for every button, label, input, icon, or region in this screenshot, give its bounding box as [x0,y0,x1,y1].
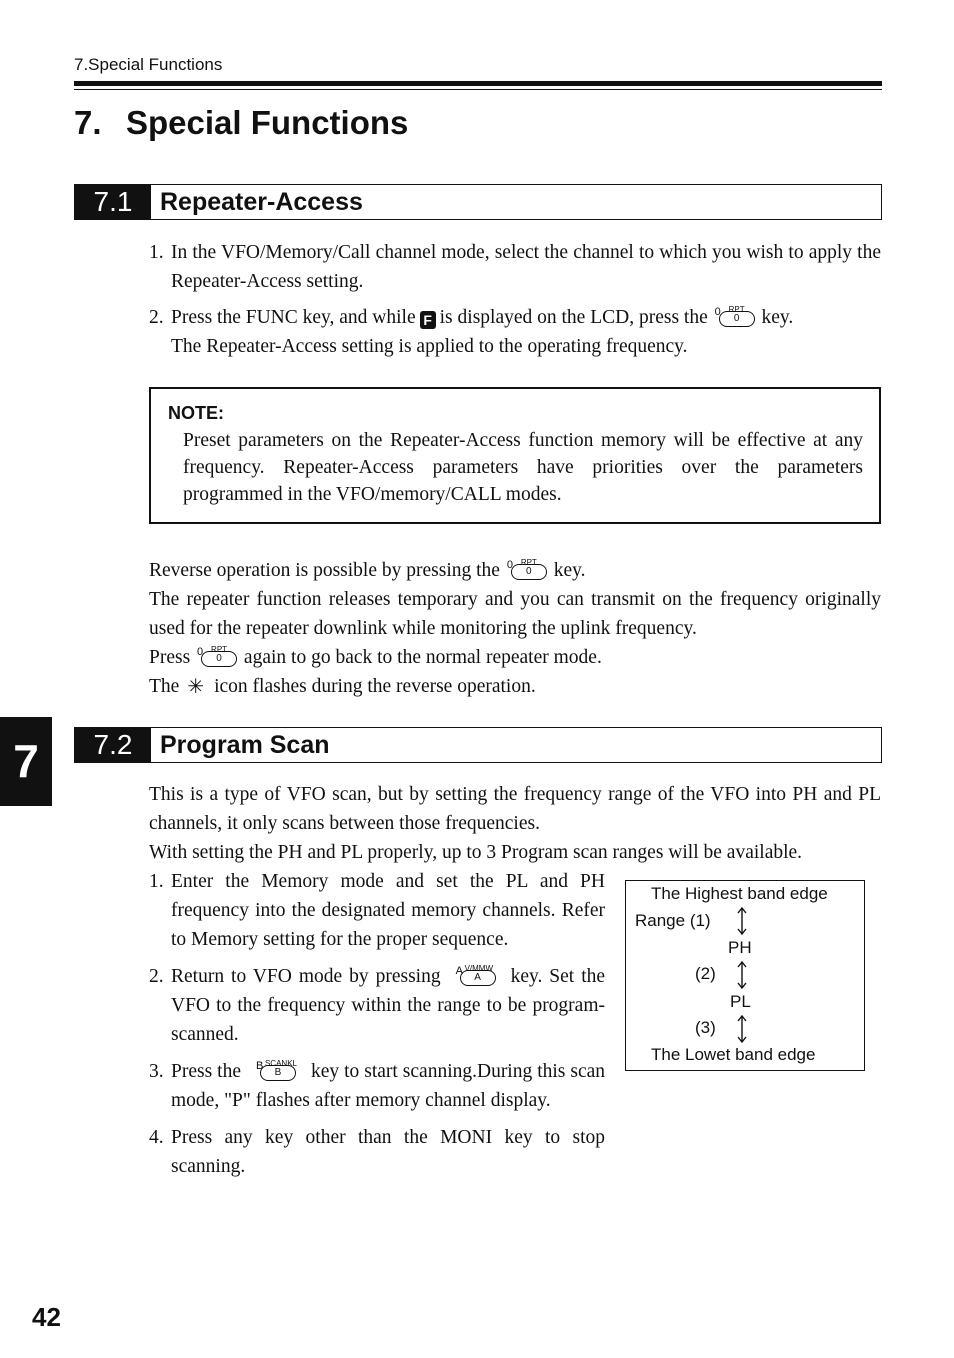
scankl-key-icon: B SCANKL B [256,1058,296,1080]
section-heading-7-2 [74,727,882,763]
range-arrows-icon [734,907,750,1045]
header-rule-thin [74,89,882,90]
section-title: Repeater-Access [160,188,363,216]
note-text: Preset parameters on the Repeater-Access function memory will be effective at any frequency. Repeater-Access parameters have priorities over the parameters programmed in the VFO/memory/CALL modes. [183,430,863,505]
rpt-key-icon: 0 RPT 0 [507,557,547,579]
section-number: 7.2 [75,728,151,762]
section-number: 7.1 [75,185,151,219]
page-number: 42 [32,1302,61,1332]
diagram-top-label: The Highest band edge [651,884,828,903]
diagram-range-1: Range (1) [635,911,711,930]
program-scan-intro: This is a type of VFO scan, but by setting the frequency range of the VFO into PH and PL channels, it only scans between those frequencies. With setting the PH and PL properly, up to 3 Program scan ranges will be available. [149,784,881,863]
chapter-title [74,104,408,142]
reverse-operation-text: Reverse operation is possible by pressing the 0 RPT 0 key. The repeater function releases temporary and you can transmit on the frequency originally used for the repeater downlink while monitoring the uplink frequency. Press 0 RPT 0 again to go back to the normal repeater mode. The ✳ icon flashes during the reverse operation. [149,556,881,701]
repeater-step-1: 1. In the VFO/Memory/Call channel mode, select the channel to which you wish to apply the Repeater-Access setting. [149,242,881,292]
scan-step-1: 1. Enter the Memory mode and set the PL and PH frequency into the designated memory channels. Refer to Memory setting for the proper sequence. [149,871,605,950]
chapter-tab: 7 [0,717,52,806]
note-box [149,387,881,524]
note-label: NOTE: [168,403,224,423]
running-header: 7.Special Functions [74,55,223,74]
diagram-ph: PH [728,938,752,957]
vmmw-key-icon: A V/MMW A [456,963,496,985]
repeater-step-2: 2. Press the FUNC key, and while F is displayed on the LCD, press the 0 RPT 0 key. The Repeater-Access setting is applied to the operating frequency. [149,305,794,357]
section-heading-7-1 [74,184,882,220]
scan-step-4: 4. Press any key other than the MONI key to stop scanning. [149,1127,605,1177]
rpt-key-icon: 0 RPT 0 [197,644,237,666]
header-rule-thick [74,81,882,86]
diagram-bottom-label: The Lowet band edge [651,1045,816,1064]
func-f-icon: F [420,311,436,329]
reverse-asterisk-icon: ✳ [187,674,205,698]
scan-step-3: 3. Press the B SCANKL B key to start scanning.During this scan mode, "P" flashes after memory channel display. [149,1059,606,1111]
diagram-range-2: (2) [695,964,716,983]
program-scan-steps [149,867,605,1181]
band-edge-diagram [625,880,865,1071]
diagram-range-3: (3) [695,1018,716,1037]
scan-step-2: 2. Return to VFO mode by pressing A V/MMW A key. Set the VFO to the frequency within the range to be program-scanned. [149,964,606,1045]
chapter-title-text: Special Functions [126,104,409,141]
diagram-pl: PL [730,992,751,1011]
section-title: Program Scan [160,731,330,759]
rpt-key-icon: 0 RPT 0 [715,304,755,326]
chapter-number: 7. [74,104,102,141]
